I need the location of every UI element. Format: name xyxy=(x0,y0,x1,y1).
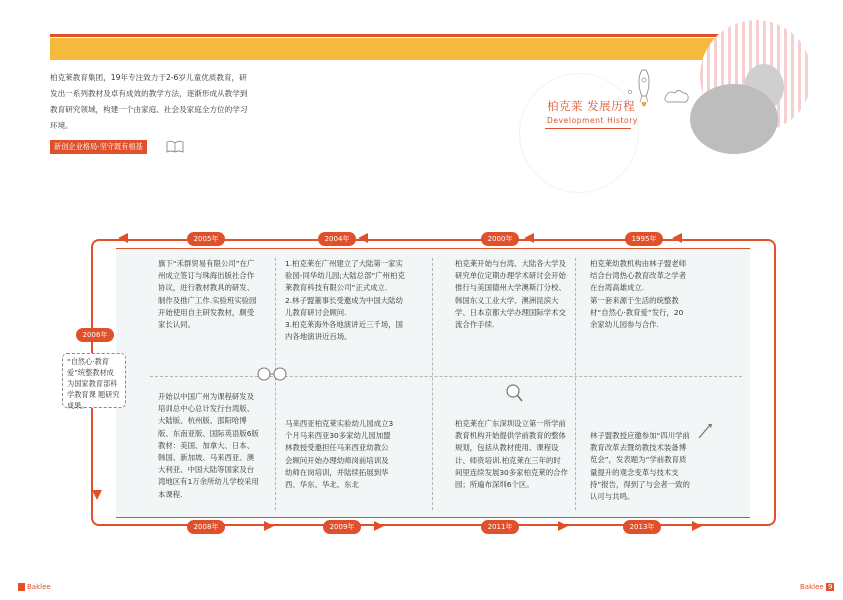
section-subtitle: Development History xyxy=(547,116,638,125)
section-title: 柏克莱 发展历程 xyxy=(547,99,636,113)
timeline-entry: 柏克莱幼教机构由林子盟老师结合台湾热心教育改革之学者在台湾高雄成立. 第一套来源于生活的统整教材“自然心·教育爱”发行，20余家幼儿园参与合作. xyxy=(590,259,687,330)
cloud-icon xyxy=(665,91,688,103)
decor-gray-blob xyxy=(690,84,778,154)
year-badge: 2009年 xyxy=(323,520,361,534)
year-badge: 2006年 xyxy=(76,328,114,342)
year-badge: 1995年 xyxy=(625,232,663,246)
decor-white-circle xyxy=(520,74,638,192)
magnifier-icon xyxy=(505,383,523,403)
footer-brand-text: Baklee xyxy=(800,583,824,591)
timeline-entry: 旗下“禾群贸易有限公司”在广州成立签订与珠海出版社合作协议，进行教材教具的研发、制作及推广工作.实验班实验园开始使用自主研发教材，颇受家长认同。 xyxy=(158,259,257,330)
page-icon xyxy=(18,583,25,591)
side-note: “自然心·教育爱”统整教材成为国家教育部科学教育课 题研究成果。 xyxy=(62,353,126,408)
timeline-entry: 1.柏克莱在广州建立了大陆第一家实验园-同华幼儿园;大陆总部“广州柏克莱教育科技有限公司”正式成立. 2.林子盟董事长受邀成为中国大陆幼儿教育研讨会顾问. 3.柏克莱海外各地演讲近三千场，国内各地演讲近百场。 xyxy=(285,259,405,342)
timeline-entry: 柏克莱开始与台湾、大陆各大学及研究单位定期办理学术研讨会开始推行与美国德州大学澳斯汀分校、韩国东义工业大学、澳洲昆滨大学、日本京都大学办理国际学术交流合作手续. xyxy=(455,259,566,330)
book-icon xyxy=(166,140,184,154)
page-number: 9 xyxy=(827,583,833,591)
footer-brand-text: Baklee xyxy=(27,583,51,591)
title-underline xyxy=(545,128,631,129)
year-badge: 2000年 xyxy=(481,232,519,246)
footer-brand-right xyxy=(800,583,834,591)
glasses-icon xyxy=(255,366,289,382)
year-badge: 2008年 xyxy=(187,520,225,534)
timeline-entry: 柏克莱在广东深圳设立第一所学前教育机构开始提供学前教育的整体规划，包括从教材使用、课程设计、师资培训.柏克莱在三年的时间里连续发展30多家柏克莱的合作园；所遍布深圳6个区。 xyxy=(455,419,568,490)
timeline-entry: 马来西亚柏克莱实验幼儿园成立3个月马来西亚30多家幼儿园加盟林教授受邀担任马来西亚幼教公会顾问开始办理幼师岗前培训及幼师在岗培训，并陆续拓展到华西、华东、华北、东北 xyxy=(285,419,394,490)
year-badge: 2013年 xyxy=(623,520,661,534)
pencil-icon xyxy=(697,422,713,440)
timeline-entry: 林子盟教授应邀参加“四川学前教育改革去暨幼教技术装备博览会”，发表题为“学前教育质量提升的观念变革与技术支持”报告，得到了与会者一致的认可与共鸣。 xyxy=(590,431,690,502)
year-badge: 2005年 xyxy=(187,232,225,246)
year-badge: 2011年 xyxy=(481,520,519,534)
tagline-badge: 新创企业格局-坚守既有根基 xyxy=(50,140,147,154)
intro-paragraph: 柏克莱教育集团，19年专注致力于2-6岁儿童优质教育，研发出一系列教材及卓有成效的教学方法，逐渐形成从教学到教育研究领域，构建一个由家庭、社会及家庭全方位的学习环境。 xyxy=(50,73,248,130)
header-red-line xyxy=(50,34,726,37)
year-badge: 2004年 xyxy=(318,232,356,246)
rocket-icon xyxy=(628,66,698,118)
timeline-entry: 开始以中国广州为课程研发及培训总中心总计发行台湾版、大陆版、杭州版、邵阳哈博版、东南亚版、国际英语版6版教材：美国、加拿大、日本、韩国、新加坡、马来西亚、澳大利亚、中国大陆等国家及台湾地区有1万余所幼儿学校采用本课程. xyxy=(158,392,259,499)
header-bar xyxy=(50,38,726,60)
footer-brand-left xyxy=(18,583,51,591)
